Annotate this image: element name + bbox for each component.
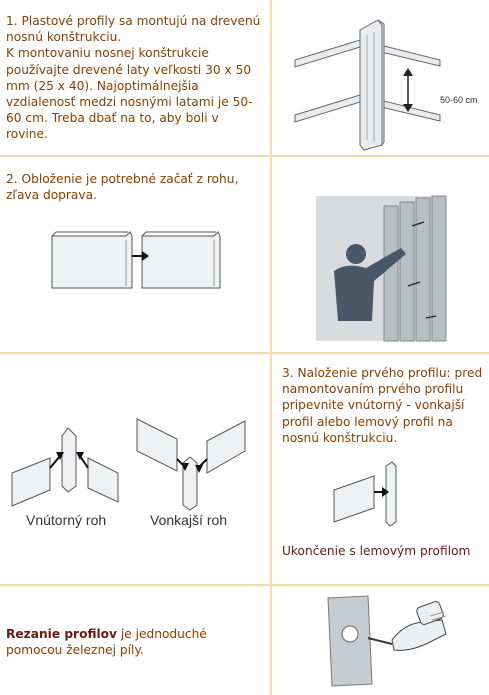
drill-cutting-illustration	[322, 594, 472, 689]
lath-structure-illustration	[290, 20, 489, 150]
cutting-text	[6, 626, 246, 658]
row-divider	[0, 352, 489, 354]
outer-corner-label: Vonkajší roh	[150, 512, 228, 528]
edge-profile-illustration	[330, 462, 405, 532]
column-divider	[270, 0, 272, 695]
edge-caption: Ukončenie s lemovým profilom	[282, 544, 471, 558]
inner-corner-illustration	[10, 428, 120, 508]
step3-text: 3. Naloženie prvého profilu: pred namontovaním prvého profilu pripevnite vnútorný - vonkajší profil alebo lemový profil na nosnú konštrukciu.	[282, 366, 483, 445]
row-divider	[0, 155, 489, 157]
dimension-label: 50-60 cm	[440, 95, 478, 105]
worker-mounting-photo	[316, 196, 446, 341]
row-divider	[0, 584, 489, 586]
inner-corner-label: Vnútorný roh	[26, 512, 107, 528]
step1-text: 1. Plastové profily sa montujú na drevenú nosnú konštrukciu. K montovaniu nosnej konštrukcie používajte drevené laty veľkosti 30 x 50 mm (25 x 40). Najoptimálnejšia vzdialenosť medzi nosnými latami je 50-60 cm. Treba dbať na to, aby boli v rovine.	[6, 14, 261, 142]
cutting-bold: Rezanie profilov	[6, 627, 117, 641]
step2-text: 2. Obloženie je potrebné začať z rohu, zľava doprava.	[6, 172, 239, 203]
outer-corner-illustration	[135, 415, 255, 510]
panels-left-to-right-illustration	[48, 226, 248, 296]
cutting-rest: je jednoduché pomocou železnej píly.	[6, 627, 207, 658]
